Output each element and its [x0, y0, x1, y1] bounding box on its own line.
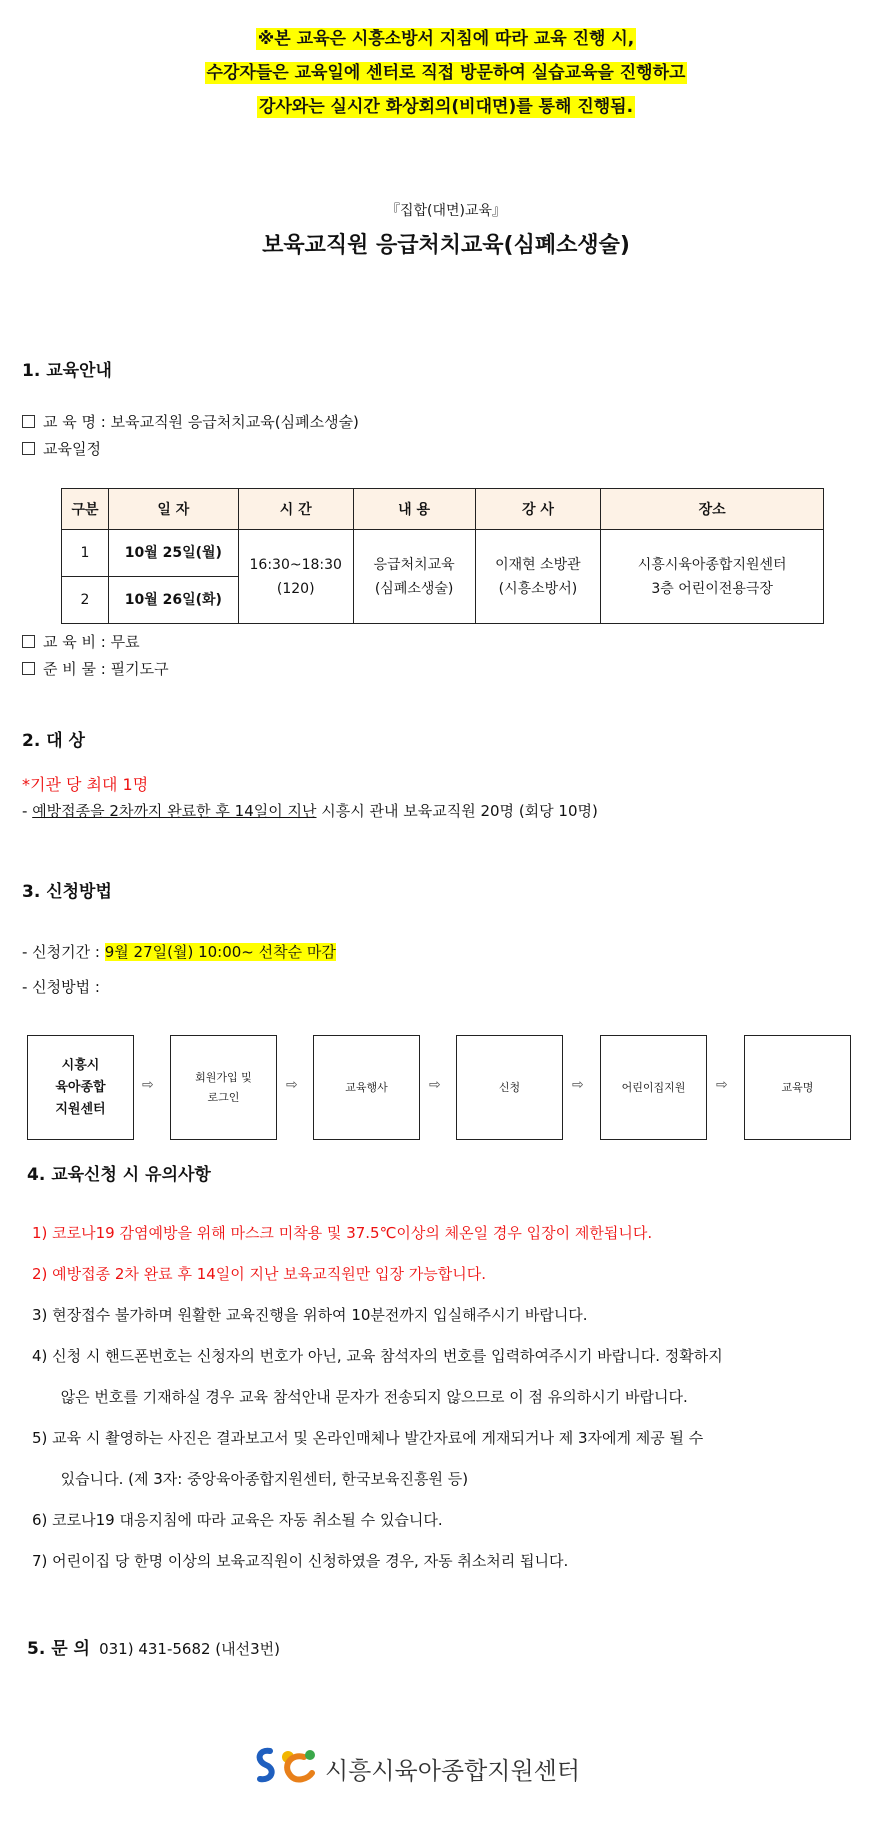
col-header-instructor: 강 사 [475, 489, 601, 530]
step-text: 신청 [498, 1080, 521, 1094]
checkbox-icon [22, 635, 35, 648]
table-row [62, 530, 824, 577]
time-range: 16:30~18:30 [249, 556, 342, 573]
section-3-heading: 3. 신청방법 [22, 882, 112, 902]
note-item: 6) 코로나19 대응지침에 따라 교육은 자동 취소될 수 있습니다. [32, 1511, 443, 1529]
table-header-row [62, 489, 824, 530]
fee-line [22, 631, 140, 652]
col-header-content: 내 용 [353, 489, 475, 530]
center-logo-icon [252, 1743, 322, 1789]
col-header-date: 일 자 [108, 489, 238, 530]
section-5-heading: 5. 문 의 [27, 1639, 90, 1659]
place-cell [601, 530, 824, 624]
col-header-time: 시 간 [238, 489, 353, 530]
place-line-2: 3층 어린이전용극장 [651, 580, 773, 597]
step-text: 시흥시 [61, 1057, 100, 1073]
step-course-name [744, 1035, 851, 1140]
place-line-1: 시흥시육아종합지원센터 [637, 556, 787, 573]
period-value: 9월 27일(월) 10:00~ 선착순 마감 [104, 943, 336, 961]
course-name-line [22, 411, 359, 432]
step-signup [170, 1035, 277, 1140]
instructor-name: 이재현 소방관 [495, 556, 581, 573]
notice-banner [0, 22, 892, 124]
content-line-1: 응급처치교육 [373, 556, 455, 573]
arrow-right-icon: ⇨ [716, 1077, 728, 1093]
arrow-right-icon: ⇨ [142, 1077, 154, 1093]
time-minutes: (120) [276, 580, 315, 597]
target-prefix: - [22, 802, 33, 820]
schedule-table [61, 488, 824, 624]
step-text: 교육명 [781, 1080, 814, 1094]
prep-line [22, 658, 169, 679]
step-center [27, 1035, 134, 1140]
arrow-right-icon: ⇨ [286, 1077, 298, 1093]
row-no: 1 [62, 530, 109, 577]
step-text: 로그인 [207, 1090, 240, 1104]
prep-text: 준 비 물 : 필기도구 [43, 660, 169, 678]
note-item: 3) 현장접수 불가하며 원활한 교육진행을 위하여 10분전까지 입실해주시기 바랍니다. [32, 1306, 588, 1324]
row-date: 10월 25일(월) [108, 530, 238, 577]
course-name-text: 교 육 명 : 보육교직원 응급처치교육(심폐소생술) [43, 413, 359, 431]
arrow-right-icon: ⇨ [572, 1077, 584, 1093]
section-1-heading: 1. 교육안내 [22, 361, 112, 381]
target-line [22, 800, 598, 821]
content-line-2: (심폐소생술) [374, 580, 454, 597]
step-events [313, 1035, 420, 1140]
center-logo-text: 시흥시육아종합지원센터 [325, 1757, 581, 1785]
target-condition: 예방접종을 2차까지 완료한 후 14일이 지난 [32, 802, 317, 820]
fee-text: 교 육 비 : 무료 [43, 633, 140, 651]
page-title: 보육교직원 응급처치교육(심폐소생술) [262, 233, 630, 258]
note-item: 않은 번호를 기재하실 경우 교육 참석안내 문자가 전송되지 않으므로 이 점 유의하시기 바랍니다. [32, 1388, 688, 1406]
instructor-cell [475, 530, 601, 624]
schedule-label-line [22, 438, 101, 459]
target-rest: 시흥시 관내 보육교직원 20명 (회당 10명) [316, 802, 598, 820]
step-text: 회원가입 및 [195, 1070, 252, 1084]
limit-text: *기관 당 최대 1명 [22, 775, 149, 794]
content-cell [353, 530, 475, 624]
col-header-place: 장소 [601, 489, 824, 530]
contact-line [27, 1634, 280, 1659]
notice-line-1: ※본 교육은 시흥소방서 지침에 따라 교육 진행 시, [257, 29, 635, 49]
section-2-heading: 2. 대 상 [22, 731, 85, 751]
step-daycare-support [600, 1035, 707, 1140]
checkbox-icon [22, 662, 35, 675]
time-cell [238, 530, 353, 624]
notice-line-3: 강사와는 실시간 화상회의(비대면)를 통해 진행됨. [258, 97, 634, 117]
note-item: 4) 신청 시 핸드폰번호는 신청자의 번호가 아닌, 교육 참석자의 번호를 입력하여주시기 바랍니다. 정확하지 [32, 1347, 723, 1365]
arrow-right-icon: ⇨ [429, 1077, 441, 1093]
schedule-label-text: 교육일정 [43, 440, 101, 458]
checkbox-icon [22, 442, 35, 455]
notice-line-2: 수강자들은 교육일에 센터로 직접 방문하여 실습교육을 진행하고 [206, 63, 686, 83]
checkbox-icon [22, 415, 35, 428]
period-label: - 신청기간 : [22, 943, 105, 961]
instructor-org: (시흥소방서) [498, 580, 578, 597]
note-item: 7) 어린이집 당 한명 이상의 보육교직원이 신청하였을 경우, 자동 취소처리 됩니다. [32, 1552, 569, 1570]
row-date: 10월 26일(화) [108, 577, 238, 624]
note-item: 1) 코로나19 감염예방을 위해 마스크 미착용 및 37.5℃이상의 체온일 경우 입장이 제한됩니다. [32, 1224, 653, 1242]
step-text: 어린이집지원 [621, 1080, 686, 1094]
step-text: 육아종합 [55, 1079, 106, 1095]
step-text: 교육행사 [345, 1080, 388, 1094]
col-header-no: 구분 [62, 489, 109, 530]
step-apply [456, 1035, 563, 1140]
subtitle: 『집합(대면)교육』 [385, 203, 507, 219]
method-label: - 신청방법 : [22, 978, 100, 996]
period-line [22, 941, 336, 962]
note-item: 2) 예방접종 2차 완료 후 14일이 지난 보육교직원만 입장 가능합니다. [32, 1265, 486, 1283]
step-text: 지원센터 [55, 1101, 106, 1117]
note-item: 있습니다. (제 3자: 중앙육아종합지원센터, 한국보육진흥원 등) [32, 1470, 469, 1488]
section-4-heading: 4. 교육신청 시 유의사항 [27, 1165, 211, 1185]
row-no: 2 [62, 577, 109, 624]
note-item: 5) 교육 시 촬영하는 사진은 결과보고서 및 온라인매체나 발간자료에 게재되거나 제 3자에게 제공 될 수 [32, 1429, 704, 1447]
contact-number: 031) 431-5682 (내선3번) [99, 1640, 281, 1658]
